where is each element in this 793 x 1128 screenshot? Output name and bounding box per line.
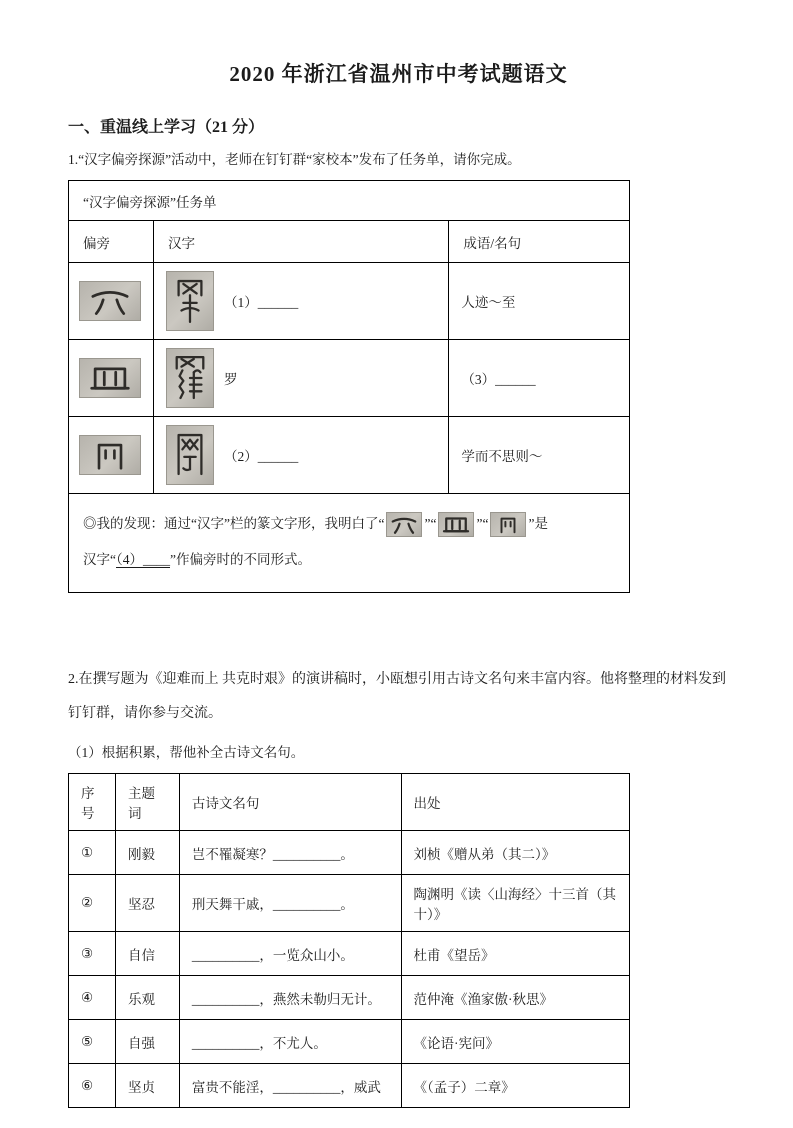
task-table-caption: “汉字偏旁探源”任务单	[69, 181, 630, 221]
phrase-cell: （3）______	[449, 340, 630, 417]
theme-cell: 自信	[115, 932, 179, 976]
row-number: ①	[69, 831, 116, 875]
character-cell	[153, 417, 448, 494]
character-cell	[153, 263, 448, 340]
table-row	[69, 1064, 630, 1108]
question-2-sub1: （1）根据积累，帮他补全古诗文名句。	[68, 745, 305, 760]
table-row	[69, 932, 630, 976]
table-row	[69, 1020, 630, 1064]
row-number: ⑥	[69, 1064, 116, 1108]
discovery-separator: ”“	[476, 516, 489, 531]
discovery-blank: （4）____	[116, 552, 170, 567]
poem-line-cell: __________，一览众山小。	[179, 932, 401, 976]
poem-line-cell: 富贵不能淫，__________，威武	[179, 1064, 401, 1108]
radical-cell	[69, 263, 154, 340]
theme-cell: 坚忍	[115, 875, 179, 932]
source-cell: 范仲淹《渔家傲·秋思》	[401, 976, 630, 1020]
discovery-note	[69, 494, 630, 593]
seal-script-radical-form1-image	[79, 281, 141, 321]
seal-script-character-han-image	[166, 271, 214, 331]
discovery-text-tail3: ”作偏旁时的不同形式。	[170, 552, 311, 567]
column-header-character: 汉字	[153, 221, 448, 263]
row-number: ③	[69, 932, 116, 976]
source-cell: 《论语·宪问》	[401, 1020, 630, 1064]
seal-script-radical-form2-image	[438, 512, 474, 537]
theme-cell: 刚毅	[115, 831, 179, 875]
row-number: ⑤	[69, 1020, 116, 1064]
character-blank-label: 罗	[223, 372, 238, 387]
row-number: ②	[69, 875, 116, 932]
character-blank-label: （1）______	[223, 295, 299, 310]
radical-task-table	[68, 180, 630, 593]
page-title: 2020 年浙江省温州市中考试题语文	[229, 62, 568, 86]
column-header-theme: 主题词	[115, 774, 179, 831]
column-header-line: 古诗文名句	[179, 774, 401, 831]
table-row	[69, 976, 630, 1020]
seal-script-radical-form1-image	[386, 512, 422, 537]
column-header-phrase: 成语/名句	[449, 221, 630, 263]
theme-cell: 坚贞	[115, 1064, 179, 1108]
question-1-text: 1.“汉字偏旁探源”活动中，老师在钉钉群“家校本”发布了任务单，请你完成。	[68, 152, 521, 167]
source-cell: 《（孟子）二章》	[401, 1064, 630, 1108]
table-row	[69, 340, 630, 417]
seal-script-radical-form3-image	[79, 435, 141, 475]
theme-cell: 乐观	[115, 976, 179, 1020]
seal-script-character-luo-image	[166, 348, 214, 408]
column-header-number: 序号	[69, 774, 116, 831]
row-number: ④	[69, 976, 116, 1020]
table-row	[69, 417, 630, 494]
table-row	[69, 494, 630, 593]
discovery-text-lead: ◎我的发现：通过“汉字”栏的篆文字形，我明白了“	[83, 516, 385, 531]
poem-line-cell: __________，燕然未勒归无计。	[179, 976, 401, 1020]
discovery-separator: ”“	[424, 516, 437, 531]
character-cell	[153, 340, 448, 417]
table-row	[69, 875, 630, 932]
poem-line-cell: __________，不尤人。	[179, 1020, 401, 1064]
column-header-radical: 偏旁	[69, 221, 154, 263]
table-row	[69, 774, 630, 831]
seal-script-character-wang-image	[166, 425, 214, 485]
table-row	[69, 221, 630, 263]
radical-cell	[69, 340, 154, 417]
character-blank-label: （2）______	[223, 449, 299, 464]
theme-cell: 自强	[115, 1020, 179, 1064]
seal-script-radical-form3-image	[490, 512, 526, 537]
column-header-source: 出处	[401, 774, 630, 831]
phrase-cell: 人迹～至	[449, 263, 630, 340]
source-cell: 陶渊明《读〈山海经〉十三首（其十）》	[401, 875, 630, 932]
table-row	[69, 181, 630, 221]
table-row	[69, 263, 630, 340]
poem-line-cell: 刑天舞干戚，__________。	[179, 875, 401, 932]
question-2-text: 2.在撰写题为《迎难而上 共克时艰》的演讲稿时，小瓯想引用古诗文名句来丰富内容。他将整理的材料发到钉钉群，请你参与交流。	[68, 672, 726, 721]
section-one-heading: 一、重温线上学习（21 分）	[68, 119, 265, 136]
source-cell: 刘桢《赠从弟（其二）》	[401, 831, 630, 875]
table-row	[69, 831, 630, 875]
radical-cell	[69, 417, 154, 494]
phrase-cell: 学而不思则～	[449, 417, 630, 494]
discovery-text-tail2: 汉字“	[83, 552, 116, 567]
poem-line-cell: 岂不罹凝寒？__________。	[179, 831, 401, 875]
source-cell: 杜甫《望岳》	[401, 932, 630, 976]
poem-completion-table	[68, 773, 630, 1108]
discovery-text-tail1: ”是	[528, 516, 548, 531]
seal-script-radical-form2-image	[79, 358, 141, 398]
